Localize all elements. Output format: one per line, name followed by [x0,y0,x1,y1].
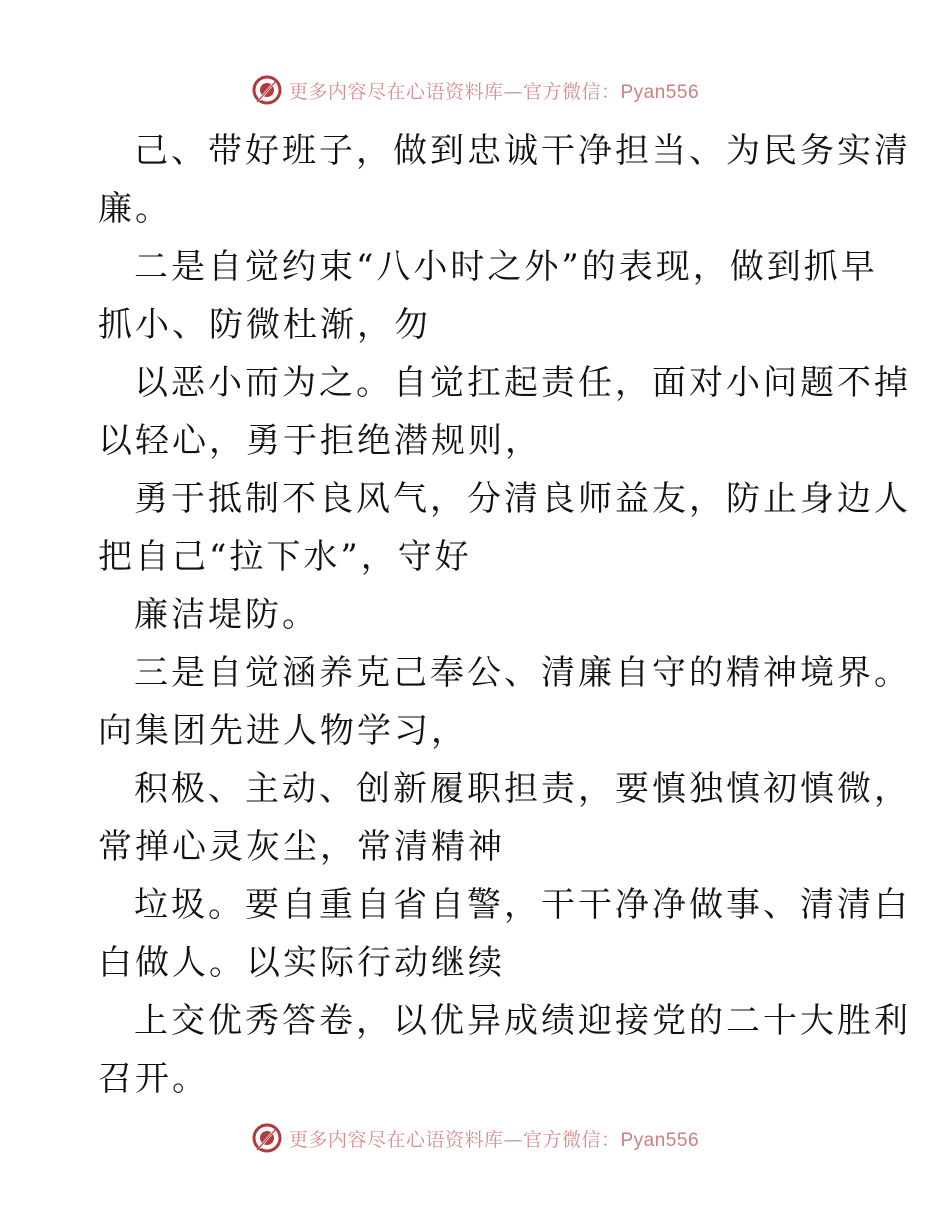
text-line: 以轻心，勇于拒绝潜规则， [98,421,542,461]
header-banner [0,70,950,110]
paragraph [98,992,911,1108]
text-line: 廉。 [98,189,172,229]
footer-wechat-label: 官方微信： [522,1128,621,1151]
logo-icon [251,1122,283,1154]
text-line: 己、带好班子，做到忠诚干净担当、为民务实清 [134,131,911,171]
text-line: 垃圾。要自重自省自警，干干净净做事、清清白 [134,885,911,925]
header-banner-separator: — [503,80,523,103]
header-wechat-id: Pyan556 [620,81,700,103]
paragraph [98,238,878,354]
text-line: 向集团先进人物学习， [98,711,468,751]
document-body [98,122,911,1108]
text-line: 二是自觉约束“八小时之外”的表现，做到抓早 [134,247,878,287]
text-line: 召开。 [98,1059,209,1099]
text-line: 把自己“拉下水”，守好 [98,537,472,577]
footer-banner-separator: — [503,1128,523,1151]
paragraph [98,644,911,760]
text-line: 常掸心灵灰尘，常清精神 [98,827,505,867]
text-line: 积极、主动、创新履职担责，要慎独慎初慎微， [134,769,911,809]
paragraph [98,470,911,586]
paragraph [98,760,911,876]
footer-banner [0,1118,950,1158]
text-line: 勇于抵制不良风气，分清良师益友，防止身边人 [134,479,911,519]
text-line: 上交优秀答卷，以优异成绩迎接党的二十大胜利 [134,1001,911,1041]
header-banner-text [289,77,699,104]
text-line: 三是自觉涵养克己奉公、清廉自守的精神境界。 [134,653,911,693]
paragraph [98,586,858,644]
paragraph [98,354,911,470]
footer-banner-text [289,1125,699,1152]
text-line: 抓小、防微杜渐，勿 [98,305,431,345]
text-line: 白做人。以实际行动继续 [98,943,505,983]
footer-banner-title: 更多内容尽在心语资料库 [288,1128,504,1151]
header-wechat-label: 官方微信： [522,80,621,103]
text-line: 廉洁堤防。 [134,595,319,635]
logo-icon [251,74,283,106]
paragraph [98,876,911,992]
footer-wechat-id: Pyan556 [620,1129,700,1151]
header-banner-title: 更多内容尽在心语资料库 [288,80,504,103]
text-line: 以恶小而为之。自觉扛起责任，面对小问题不掉 [134,363,911,403]
paragraph [98,122,911,238]
